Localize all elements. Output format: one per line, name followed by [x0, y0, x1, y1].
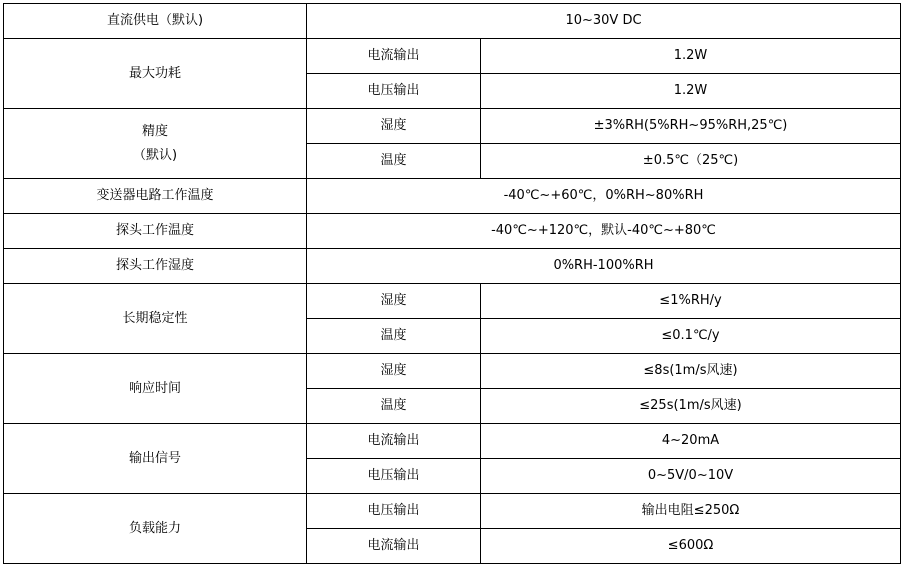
value-accuracy-temperature: ±0.5℃（25℃): [481, 144, 901, 179]
row-label-probe-operating-temp: 探头工作温度: [4, 214, 307, 249]
sublabel-stability-temperature: 温度: [307, 319, 481, 354]
row-label-output-signal: 输出信号: [4, 424, 307, 494]
row-label-response-time: 响应时间: [4, 354, 307, 424]
sublabel-accuracy-temperature: 温度: [307, 144, 481, 179]
row-label-power-supply: 直流供电（默认): [4, 4, 307, 39]
value-load-current: ≤600Ω: [481, 529, 901, 564]
value-output-voltage: 0~5V/0~10V: [481, 459, 901, 494]
value-load-voltage: 输出电阻≤250Ω: [481, 494, 901, 529]
sublabel-max-power-voltage: 电压输出: [307, 74, 481, 109]
spec-table: [3, 3, 901, 564]
value-max-power-voltage: 1.2W: [481, 74, 901, 109]
sublabel-output-current: 电流输出: [307, 424, 481, 459]
row-label-accuracy: [4, 109, 307, 179]
row-label-max-power: 最大功耗: [4, 39, 307, 109]
value-stability-humidity: ≤1%RH/y: [481, 284, 901, 319]
sublabel-output-voltage: 电压输出: [307, 459, 481, 494]
value-accuracy-humidity: ±3%RH(5%RH~95%RH,25℃): [481, 109, 901, 144]
value-output-current: 4~20mA: [481, 424, 901, 459]
table-row: [4, 4, 901, 39]
value-power-supply: 10~30V DC: [307, 4, 901, 39]
value-stability-temperature: ≤0.1℃/y: [481, 319, 901, 354]
sublabel-load-voltage: 电压输出: [307, 494, 481, 529]
table-row: [4, 39, 901, 74]
row-label-long-term-stability: 长期稳定性: [4, 284, 307, 354]
table-row: [4, 179, 901, 214]
table-row: [4, 284, 901, 319]
table-row: [4, 354, 901, 389]
table-row: [4, 214, 901, 249]
table-row: [4, 109, 901, 144]
sublabel-response-humidity: 湿度: [307, 354, 481, 389]
value-transmitter-circuit-temp: -40℃~+60℃，0%RH~80%RH: [307, 179, 901, 214]
accuracy-label-line1: 精度: [141, 123, 168, 139]
value-max-power-current: 1.2W: [481, 39, 901, 74]
table-row: [4, 249, 901, 284]
value-response-temperature: ≤25s(1m/s风速): [481, 389, 901, 424]
row-label-transmitter-circuit-temp: 变送器电路工作温度: [4, 179, 307, 214]
value-response-humidity: ≤8s(1m/s风速): [481, 354, 901, 389]
sublabel-stability-humidity: 湿度: [307, 284, 481, 319]
sublabel-load-current: 电流输出: [307, 529, 481, 564]
accuracy-label-line2: （默认): [132, 147, 178, 163]
value-probe-operating-humidity: 0%RH-100%RH: [307, 249, 901, 284]
sublabel-response-temperature: 温度: [307, 389, 481, 424]
row-label-load-capacity: 负载能力: [4, 494, 307, 564]
row-label-probe-operating-humidity: 探头工作湿度: [4, 249, 307, 284]
sublabel-max-power-current: 电流输出: [307, 39, 481, 74]
table-row: [4, 424, 901, 459]
value-probe-operating-temp: -40℃~+120℃，默认-40℃~+80℃: [307, 214, 901, 249]
sublabel-accuracy-humidity: 湿度: [307, 109, 481, 144]
table-row: [4, 494, 901, 529]
